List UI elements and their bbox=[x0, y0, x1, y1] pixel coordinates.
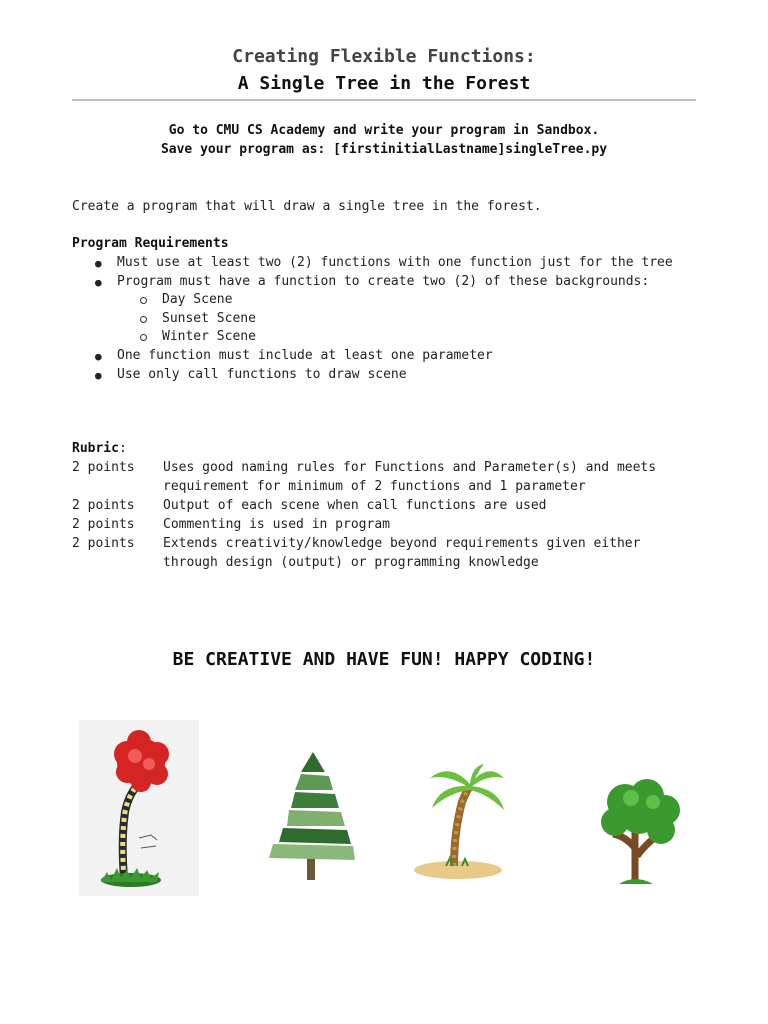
rubric-criterion-1-line-1: Uses good naming rules for Functions and Parameter(s) and meets bbox=[163, 460, 657, 475]
rubric-criterion-4-line-1: Extends creativity/knowledge beyond requirements given either bbox=[163, 536, 641, 551]
rubric-points-2: 2 points bbox=[72, 498, 135, 513]
palm-tree-icon bbox=[410, 762, 506, 880]
instruction-line-2: Save your program as: [firstinitialLastname]singleTree.py bbox=[160, 142, 608, 157]
bullet-2: ● bbox=[95, 276, 102, 289]
bullet-3: ● bbox=[95, 350, 102, 363]
sub-bullet-2 bbox=[140, 316, 147, 323]
sub-bullet-1 bbox=[140, 297, 147, 304]
slogan: BE CREATIVE AND HAVE FUN! HAPPY CODING! bbox=[172, 649, 596, 670]
rubric-criterion-2: Output of each scene when call functions are used bbox=[163, 498, 547, 513]
requirements-heading: Program Requirements bbox=[72, 236, 229, 251]
leafy-tree-icon bbox=[595, 778, 683, 886]
sub-item-day-scene: Day Scene bbox=[162, 292, 233, 307]
sub-item-winter-scene: Winter Scene bbox=[162, 329, 256, 344]
bullet-4: ● bbox=[95, 369, 102, 382]
rubric-criterion-1-line-2: requirement for minimum of 2 functions and 1 parameter bbox=[163, 479, 586, 494]
requirement-item-1: Must use at least two (2) functions with one function just for the tree bbox=[117, 255, 673, 270]
rubric-points-4: 2 points bbox=[72, 536, 135, 551]
sub-item-sunset-scene: Sunset Scene bbox=[162, 311, 256, 326]
requirement-item-4: Use only call functions to draw scene bbox=[117, 367, 407, 382]
rubric-heading: Rubric: bbox=[72, 441, 127, 456]
bullet-1: ● bbox=[95, 257, 102, 270]
rubric-criterion-3: Commenting is used in program bbox=[163, 517, 390, 532]
truffula-tree-icon bbox=[79, 720, 199, 896]
requirement-item-3: One function must include at least one parameter bbox=[117, 348, 493, 363]
requirement-item-2: Program must have a function to create two (2) of these backgrounds: bbox=[117, 274, 650, 289]
title-divider bbox=[72, 99, 696, 101]
rubric-points-1: 2 points bbox=[72, 460, 135, 475]
pine-tree-icon bbox=[265, 750, 360, 882]
title-line-1: Creating Flexible Functions: bbox=[232, 46, 536, 67]
instruction-line-1: Go to CMU CS Academy and write your program in Sandbox. bbox=[168, 123, 600, 138]
sub-bullet-3 bbox=[140, 334, 147, 341]
title-line-2: A Single Tree in the Forest bbox=[237, 73, 531, 94]
intro-text: Create a program that will draw a single tree in the forest. bbox=[72, 199, 542, 214]
rubric-points-3: 2 points bbox=[72, 517, 135, 532]
rubric-criterion-4-line-2: through design (output) or programming knowledge bbox=[163, 555, 539, 570]
